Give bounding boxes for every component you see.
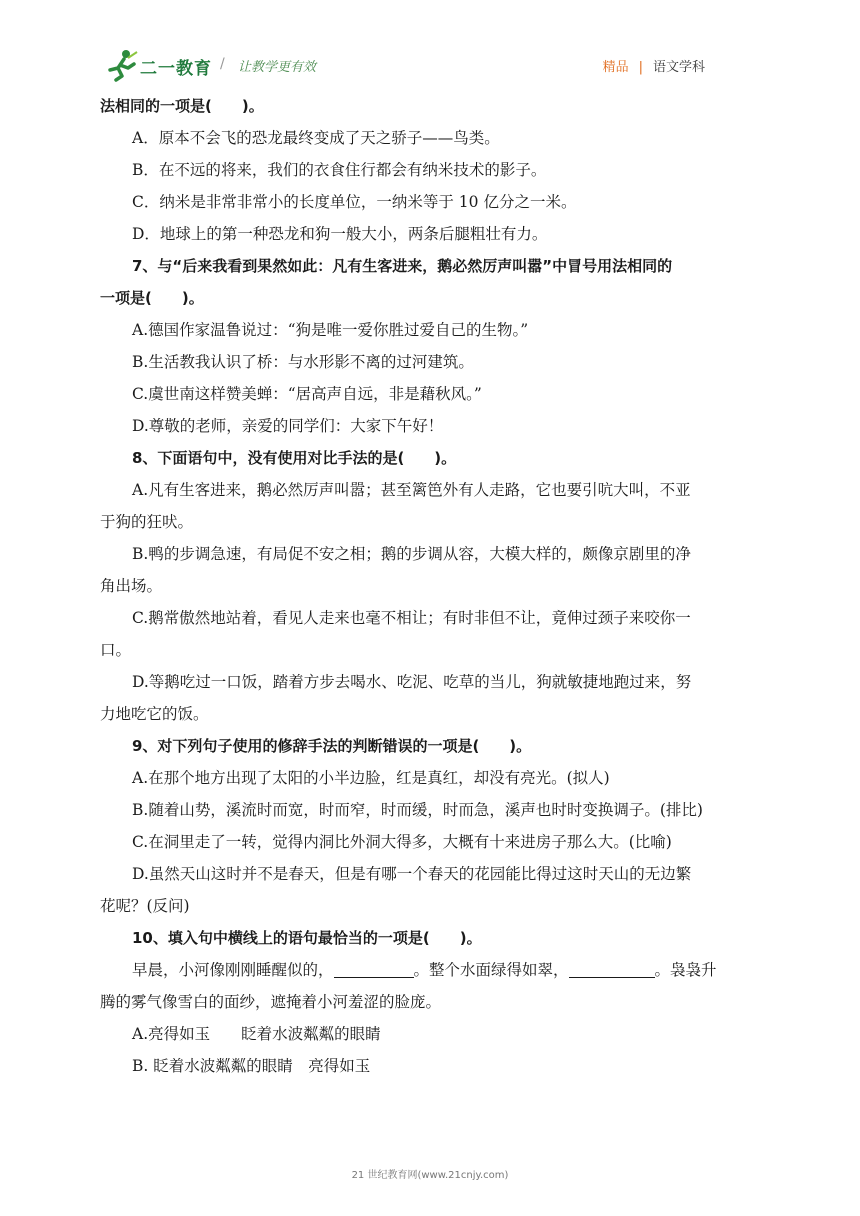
q10-passage-part-1: 早晨，小河像刚刚睡醒似的， [132,961,334,979]
answer-blank-2 [569,959,655,978]
q10-passage-part-3: 。袅袅升 [654,961,717,979]
q9-option-d: D.虽然天山这时并不是春天，但是有哪一个春天的花园能比得过这时天山的无边繁 [132,865,692,883]
q8-option-b-continued: 角出场。 [100,577,163,595]
q8-option-a-continued: 于狗的狂吠。 [100,513,194,531]
q10-passage-part-2: 。整个水面绿得如翠， [413,961,569,979]
q6-option-b: B．在不远的将来，我们的衣食住行都会有纳米技术的影子。 [132,161,547,179]
q7-option-b: B.生活教我认识了桥：与水形影不离的过河建筑。 [132,353,474,371]
q9-option-d-continued: 花呢？(反问) [100,897,190,915]
q10-option-a: A.亮得如玉 眨着水波粼粼的眼睛 [132,1025,381,1043]
page-header [0,0,860,90]
document-body [100,90,765,1082]
q8-option-c-continued: 口。 [100,641,132,659]
q8-option-b: B.鸭的步调急速，有局促不安之相；鹅的步调从容，大模大样的，颇像京剧里的净 [132,545,691,563]
q7-option-a: A.德国作家温鲁说过：“狗是唯一爱你胜过爱自己的生物。” [132,321,529,339]
q10-option-b: B. 眨着水波粼粼的眼睛 亮得如玉 [132,1057,371,1075]
q7-option-d: D.尊敬的老师，亲爱的同学们：大家下午好！ [132,417,444,435]
q9-option-a: A.在那个地方出现了太阳的小半边脸，红是真红，却没有亮光。(拟人) [132,769,610,787]
q6-option-d: D．地球上的第一种恐龙和狗一般大小，两条后腿粗壮有力。 [132,225,548,243]
header-slogan: 让教学更有效 [238,60,317,75]
q8-option-a: A.凡有生客进来，鹅必然厉声叫嚣；甚至篱笆外有人走路，它也要引吭大叫，不亚 [132,481,691,499]
runner-logo-icon [104,48,140,82]
q8-option-d-continued: 力地吃它的饭。 [100,705,209,723]
q8-option-d: D.等鹅吃过一口饭，踏着方步去喝水、吃泥、吃草的当儿，狗就敏捷地跑过来，努 [132,673,692,691]
q8-stem: 8、下面语句中，没有使用对比手法的是( )。 [132,449,457,467]
logo-text: 二一教育 [140,59,212,79]
q6-option-c: C．纳米是非常非常小的长度单位，一纳米等于 10 亿分之一米。 [132,193,577,211]
q9-stem: 9、对下列句子使用的修辞手法的判断错误的一项是( )。 [132,737,532,755]
q6-option-a: A．原本不会飞的恐龙最终变成了天之骄子——鸟类。 [132,129,500,147]
q7-stem: 7、与“后来我看到果然如此：凡有生客进来，鹅必然厉声叫嚣”中冒号用法相同的 [132,257,673,275]
q9-option-b: B.随着山势，溪流时而宽，时而窄，时而缓，时而急，溪声也时时变换调子。(排比) [132,801,703,819]
subject-label: 语文学科 [652,60,705,75]
answer-blank-1 [334,959,414,978]
q8-option-c: C.鹅常傲然地站着，看见人走来也毫不相让；有时非但不让，竟伸过颈子来咬你一 [132,609,691,627]
q7-option-c: C.虞世南这样赞美蝉：“居高声自远，非是藉秋风。” [132,385,482,403]
header-divider: / [220,56,225,72]
header-subject: 精品 | 语文学科 [602,60,705,75]
quality-label: 精品 [602,60,629,75]
q10-stem: 10、填入句中横线上的语句最恰当的一项是( )。 [132,929,482,947]
page-footer: 21 世纪教育网(www.21cnjy.com) [351,1170,509,1181]
q7-stem-continued: 一项是( )。 [100,289,204,307]
q10-passage-continued: 腾的雾气像雪白的面纱，遮掩着小河羞涩的脸庞。 [100,993,442,1011]
q6-stem-continued: 法相同的一项是( )。 [100,97,264,115]
q9-option-c: C.在洞里走了一转，觉得内洞比外洞大得多，大概有十来进房子那么大。(比喻) [132,833,672,851]
q10-passage [100,954,765,986]
